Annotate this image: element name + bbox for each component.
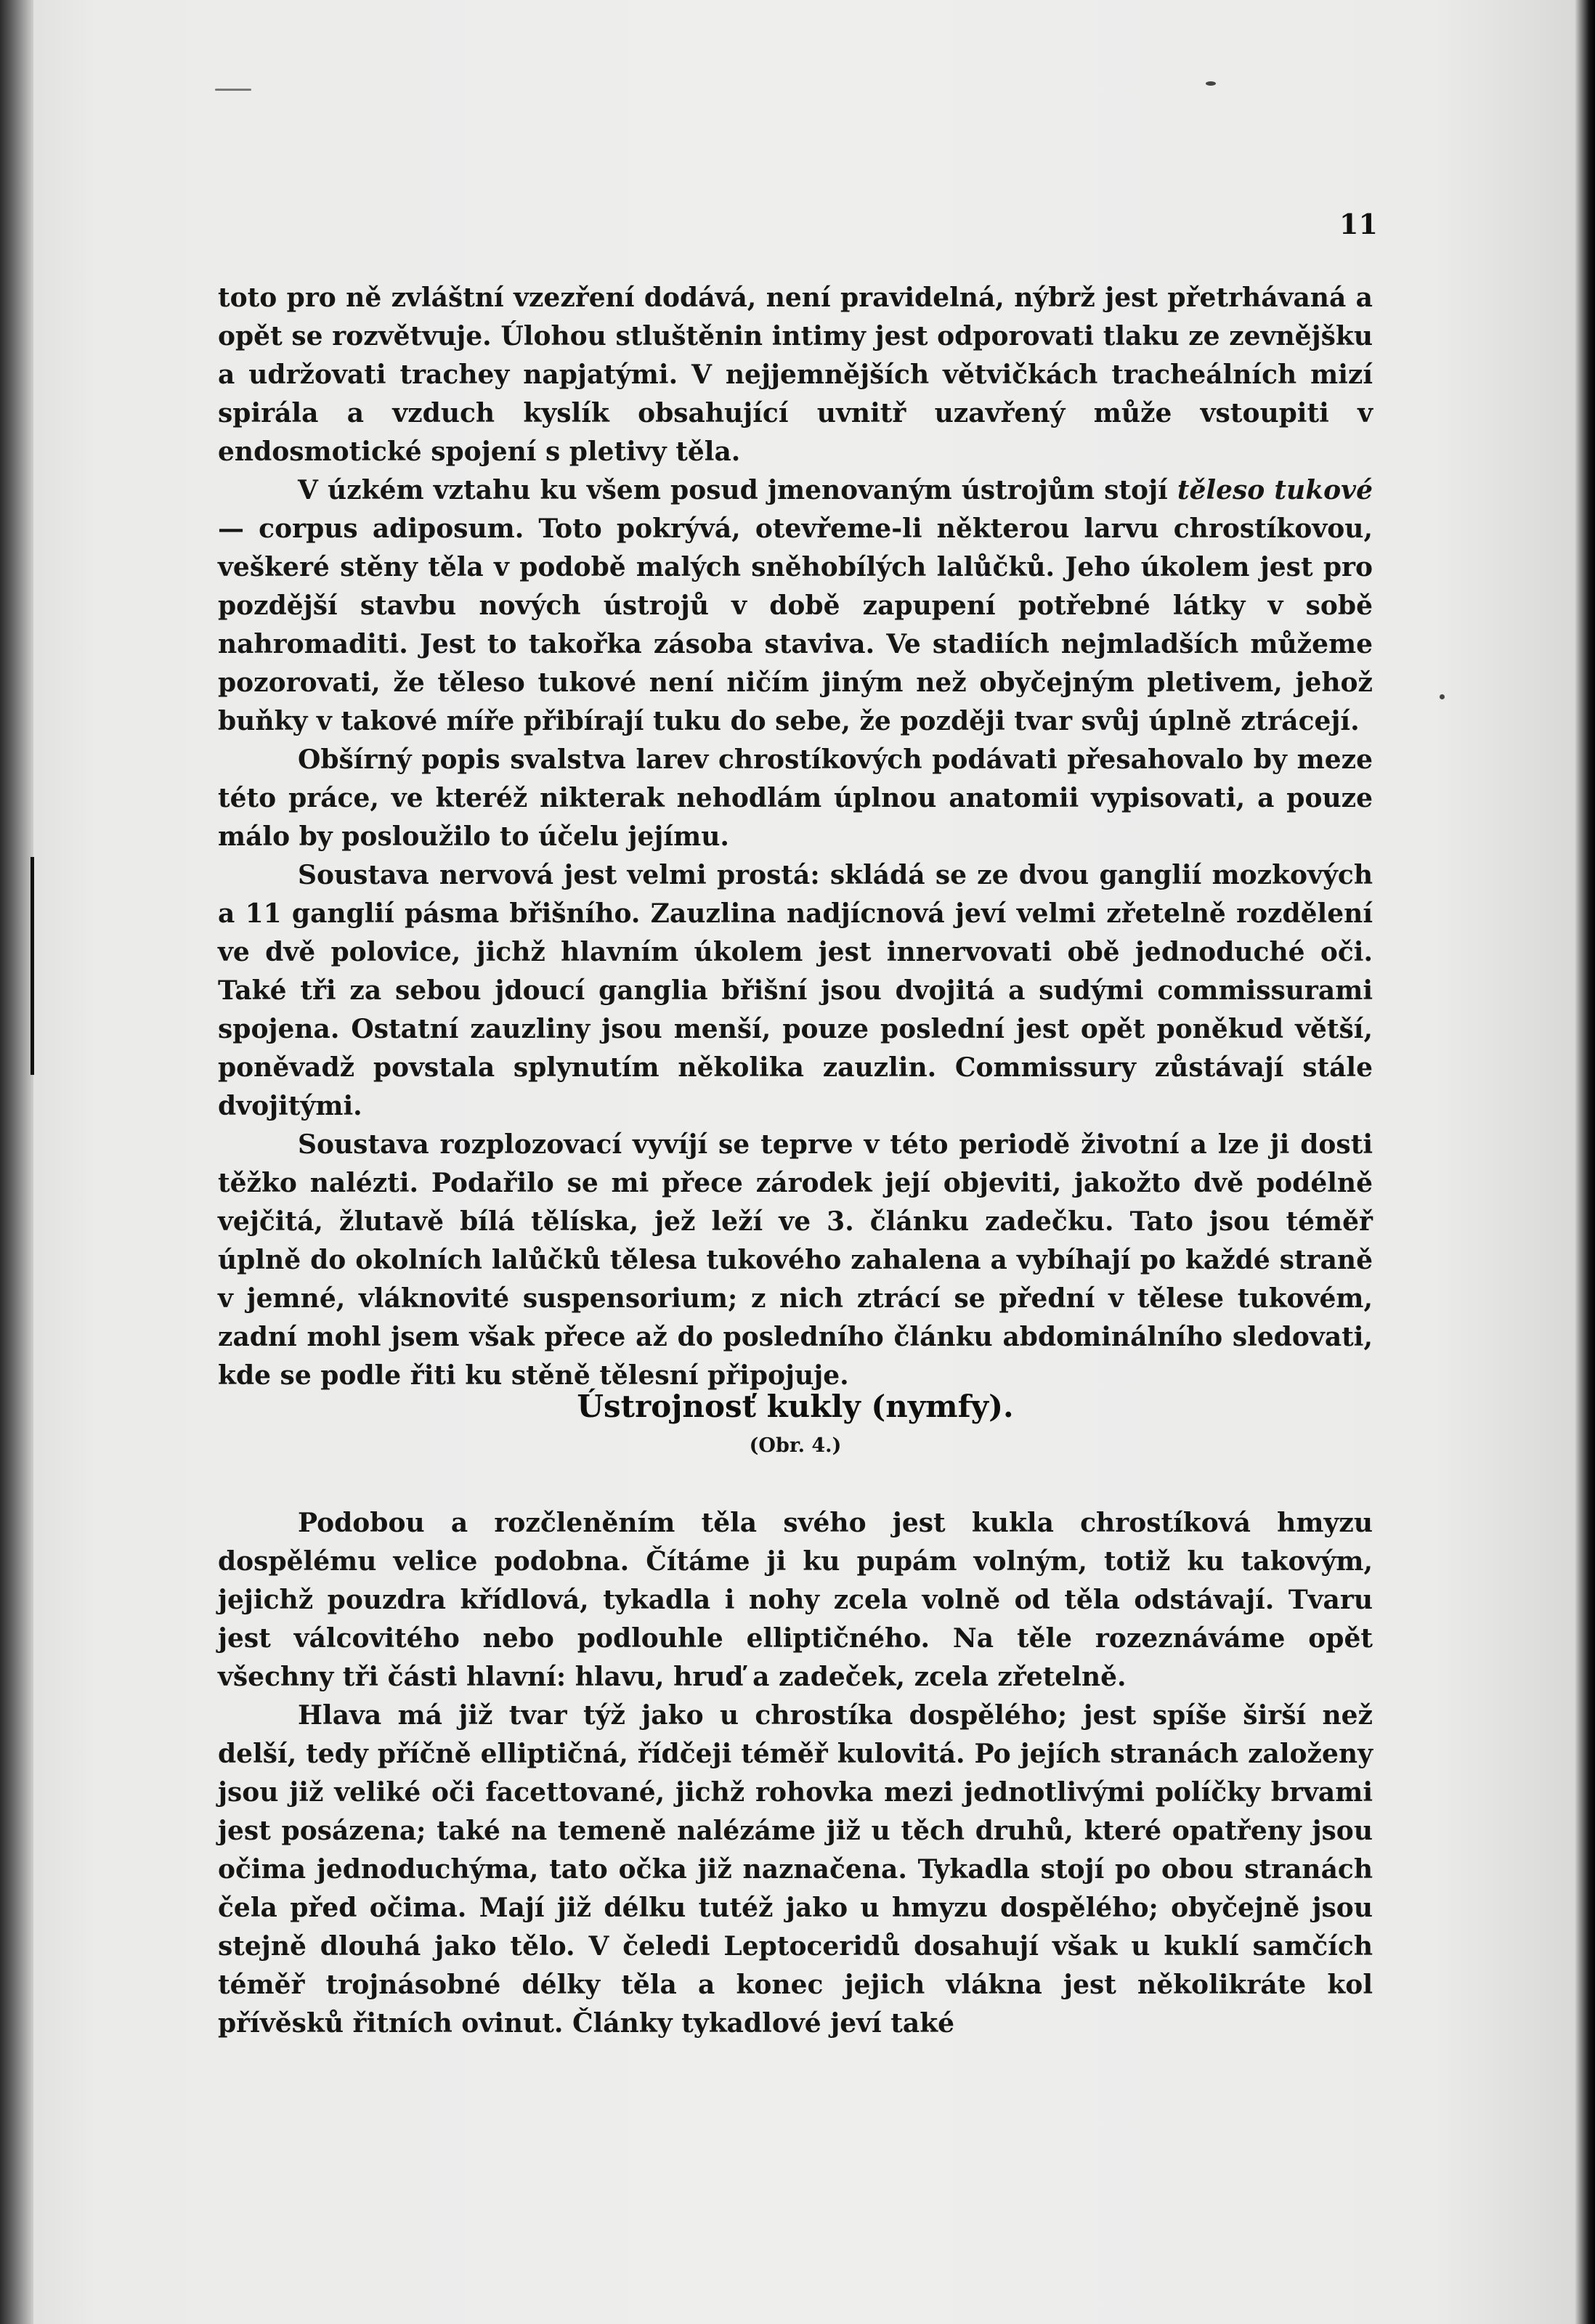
paragraph-pupa-head: Hlava má již tvar týž jako u chrostíka dospělého; jest spíše širší než delší, tedy příčně elliptičná, řídčeji téměř kulovitá. Po jejích stranách založeny jsou již veliké oči facettované, jichž rohovka mezi jednotlivými políčky brvami jest posázena; také na temeně nalézáme již u těch druhů, které opatřeny jsou očima jednoduchýma, tato očka již naznačena. Tykadla stojí po obou stranách čela před očima. Mají již délku tutéž jako u hmyzu dospělého; obyčejně jsou stejně dlouhá jako tělo. V čeledi Leptoceridů dosahují však u kuklí samčích téměř trojnásobné délky těla a konec jejich vlákna jest několikráte kol přívěsků řitních ovinut. Články tykadlové jeví také [218,1700,1373,2039]
paragraph-tracheae: toto pro ně zvláštní vzezření dodává, není pravidelná, nýbrž jest přetrhávaná a opět se rozvětvuje. Úlohou stluštěnin intimy jest odporovati tlaku ze zevnějšku a udržovati trachey napjatými. V nejjemnějších větvičkách tracheálních mizí spirála a vzduch kyslík obsahující uvnitř uzavřený může vstoupiti v endosmotické spojení s pletivy těla. [218,283,1373,467]
term-fat-body: těleso tukové [1177,475,1373,505]
section-larva-anatomy [218,279,1373,1395]
section-heading: Ústrojnosť kukly (nymfy). [577,1389,1014,1424]
paragraph-reproductive-system: Soustava rozplozovací vyvíjí se teprve v této periodě životní a lze ji dosti těžko nalézti. Podařilo se mi přece zárodek její objeviti, jakožto dvě podélně vejčitá, žlutavě bílá tělíska, jež leží ve 3. článku zadečku. Tato jsou téměř úplně do okolních lalůčků tělesa tukového zahalena a vybíhají po každé straně v jemné, vláknovité suspensorium; z nich ztrácí se přední v tělese tukovém, zadní mohl jsem však přece až do posledního článku abdominálního sledovati, kde se podle řiti ku stěně tělesní připojuje. [218,1129,1373,1391]
page-right-edge [1575,0,1595,2324]
binding-crease [31,857,34,1075]
paragraph-musculature: Obšírný popis svalstva larev chrostíkových podávati přesahovalo by meze této práce, ve kteréž nikterak nehodlám úplnou anatomii vypisovati, a pouze málo by posloužilo to účelu jejímu. [218,744,1373,852]
paragraph-fat-body [218,471,1373,741]
dust-speck [1440,694,1445,699]
figure-reference: (Obr. 4.) [749,1434,842,1457]
dust-speck [1206,81,1216,86]
paragraph-nervous-system: Soustava nervová jest velmi prostá: skládá se ze dvou ganglií mozkových a 11 ganglií pásma břišního. Zauzlina nadjícnová jeví velmi zřetelně rozdělení ve dvě polovice, jichž hlavním úkolem jest innervovati obě jednoduché oči. Také tři za sebou jdoucí ganglia břišní jsou dvojitá a sudými commissurami spojena. Ostatní zauzliny jsou menší, pouze poslední jest opět poněkud větší, poněvadž povstala splynutím několika zauzlin. Commissury zůstávají stále dvojitými. [218,860,1373,1121]
paragraph-fat-body-start: V úzkém vztahu ku všem posud jmenovaným ústrojům stojí [298,475,1177,505]
page-number: 11 [1339,208,1378,240]
paragraph-fat-body-end: — corpus adiposum. Toto pokrývá, otevřeme-li některou larvu chrostíkovou, veškeré stěny těla v podobě malých sněhobílých lalůčků. Jeho úkolem jest pro pozdější stavbu nových ústrojů v době zapupení potřebné látky v sobě nahromaditi. Jest to takořka zásoba staviva. Ve stadiích nejmladších můžeme pozorovati, že těleso tukové není ničím jiným než obyčejným pletivem, jehož buňky v takové míře přibírají tuku do sebe, že později tvar svůj úplně ztrácejí. [218,513,1373,736]
paragraph-pupa-form: Podobou a rozčleněním těla svého jest kukla chrostíková hmyzu dospělému velice podobna. Čítáme ji ku pupám volným, totiž ku takovým, jejichž pouzdra křídlová, tykadla i nohy zcela volně od těla odstávají. Tvaru jest válcovitého nebo podlouhle elliptičného. Na těle rozeznáváme opět všechny tři části hlavní: hlavu, hruď a zadeček, zcela zřetelně. [218,1508,1373,1692]
binding-shadow [0,0,33,2324]
section-pupa-anatomy [218,1504,1373,2043]
dust-speck [215,89,251,91]
